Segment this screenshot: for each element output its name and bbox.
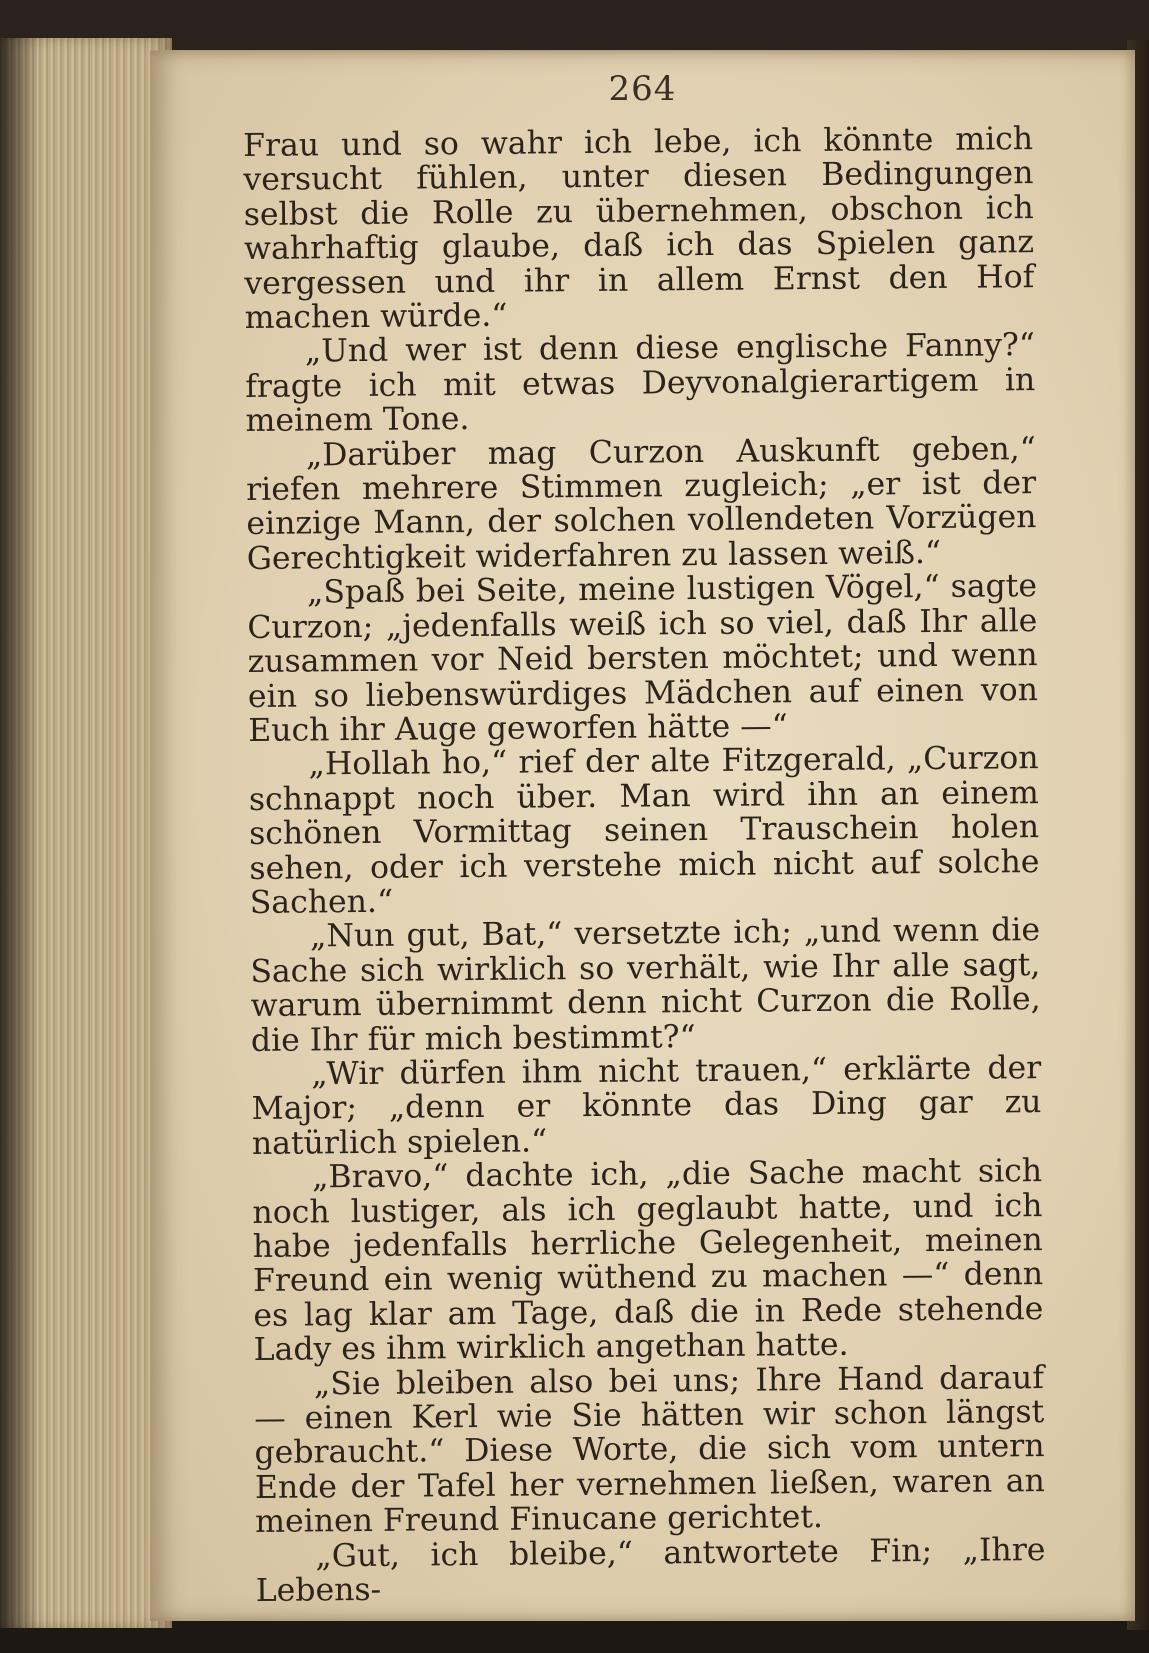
- page-number: 264: [608, 69, 677, 109]
- paragraph-10: „Gut, ich bleibe,“ antwortete Fin; „Ihre Lebens-: [255, 1531, 1046, 1610]
- paragraph-4: „Spaß bei Seite, meine lustigen Vögel,“ sagte Curzon; „jedenfalls weiß ich so viel, daß Ihr alle zusammen vor Neid bersten möchtet; und wenn ein so liebenswürdiges Mädchen auf einen von Euch ihr Auge geworfen hätte —“: [247, 568, 1039, 749]
- paragraph-7: „Wir dürfen ihm nicht trauen,“ erklärte der Major; „denn er könnte das Ding gar zu natürlich spielen.“: [251, 1050, 1042, 1162]
- page-stack-shadow: [0, 38, 40, 1628]
- printed-page: [150, 50, 1135, 1621]
- paragraph-6: „Nun gut, Bat,“ versetzte ich; „und wenn die Sache sich wirklich so verhält, wie Ihr alle sagt, warum übernimmt denn nicht Curzon die Rolle, die Ihr für mich bestimmt?“: [250, 912, 1041, 1059]
- paragraph-1: Frau und so wahr ich lebe, ich könnte mich versucht fühlen, unter diesen Bedingungen selbst die Rolle zu übernehmen, obschon ich wahrhaftig glaube, daß ich das Spielen ganz vergessen und ihr in allem Ernst den Hof machen würde.“: [242, 121, 1035, 337]
- paragraph-3: „Darüber mag Curzon Auskunft geben,“ riefen mehrere Stimmen zugleich; „er ist der einzige Mann, der solchen vollendeten Vorzügen Gerechtigkeit widerfahren zu lassen weiß.“: [245, 430, 1037, 577]
- paragraph-8: „Bravo,“ dachte ich, „die Sache macht sich noch lustiger, als ich geglaubt hatte, und ich habe jedenfalls herrliche Gelegenheit, meinen Freund ein wenig wüthend zu machen —“ denn es lag klar am Tage, daß die in Rede stehende Lady es ihm wirklich angethan hatte.: [252, 1153, 1044, 1369]
- paragraph-9: „Sie bleiben also bei uns; Ihre Hand darauf — einen Kerl wie Sie hätten wir schon längst gebraucht.“ Diese Worte, die sich vom untern Ende der Tafel her vernehmen ließen, waren an meinen Freund Finucane gerichtet.: [254, 1359, 1045, 1541]
- paragraph-2: „Und wer ist denn diese englische Fanny?“ fragte ich mit etwas Deyvonalgierartigem in meinem Tone.: [245, 327, 1036, 440]
- paragraph-5: „Hollah ho,“ rief der alte Fitzgerald, „Curzon schnappt noch über. Man wird ihn an einem schönen Vormittag seinen Trauschein holen sehen, oder ich verstehe mich nicht auf solche Sachen.“: [248, 740, 1040, 921]
- body-text: [243, 122, 1046, 1608]
